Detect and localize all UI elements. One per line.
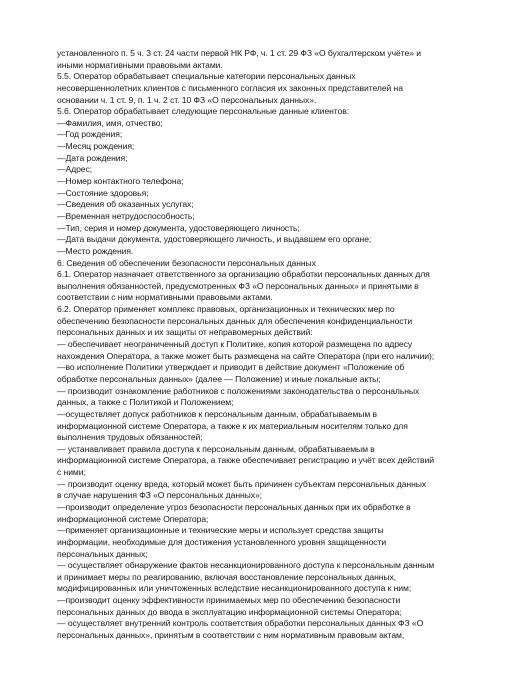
text-line: 6. Сведения об обеспечении безопасности персональных данных bbox=[57, 257, 316, 268]
text-line: информационной системе Оператора, а также обеспечивает регистрацию и учёт всех действий bbox=[57, 455, 434, 466]
text-line: —Фамилия, имя, отчество; bbox=[57, 117, 163, 128]
text-line: —осуществляет допуск работников к персональным данным, обрабатываемым в bbox=[57, 408, 377, 419]
text-line: обработке персональных данных» (далее — Положение) и иные локальные акты; bbox=[57, 373, 381, 384]
text-line: — производит ознакомление работников с положениями законодательства о персональных bbox=[57, 385, 420, 396]
text-line: — производит оценку вреда, который может быть причинен субъектам персональных данных bbox=[57, 478, 427, 489]
text-line: информации, необходимые для достижения установленного уровня защищенности bbox=[57, 536, 387, 547]
text-line: —Год рождения; bbox=[57, 129, 123, 140]
text-line: информационной системе Оператора, а также к их материальным носителям только для bbox=[57, 420, 408, 431]
text-line: с ними; bbox=[57, 467, 86, 478]
text-line: 5.5. Оператор обрабатывает специальные категории персональных данных bbox=[57, 71, 356, 82]
text-line: нахождения Оператора, а также может быть размещена на сайте Оператора (при его наличии); bbox=[57, 350, 435, 361]
text-line: —Состояние здоровья; bbox=[57, 187, 149, 198]
text-line: — устанавливает правила доступа к персональным данным, обрабатываемым в bbox=[57, 443, 375, 454]
text-line: —Дата выдачи документа, удостоверяющего личность, и выдавшем его органе; bbox=[57, 234, 372, 245]
text-line: основании ч. 1 ст. 9, п. 1 ч. 2 ст. 10 ФЗ «О персональных данных». bbox=[57, 94, 317, 105]
text-line: —Адрес; bbox=[57, 164, 93, 175]
text-line: —Дата рождения; bbox=[57, 152, 128, 163]
text-line: персональных данных», принятым в соответствии с ним нормативным правовым актам, bbox=[57, 630, 405, 641]
text-line: модифицированных или уничтоженных вследствие несанкционированного доступа к ним; bbox=[57, 583, 412, 594]
text-line: обеспечению безопасности персональных данных для обеспечения конфиденциальности bbox=[57, 315, 413, 326]
text-line: иными нормативными правовыми актами. bbox=[57, 59, 223, 70]
text-line: данных, а также с Политикой и Положением; bbox=[57, 397, 234, 408]
text-line: соответствии с ним нормативными правовыми актами. bbox=[57, 292, 273, 303]
text-line: установленного п. 5 ч. 3 ст. 24 части первой НК РФ, ч. 1 ст. 29 ФЗ «О бухгалтерском учёте» и bbox=[57, 48, 421, 58]
text-line: 5.6. Оператор обрабатывает следующие персональные данные клиентов: bbox=[57, 106, 350, 117]
document-body bbox=[57, 48, 457, 642]
text-line: —Место рождения. bbox=[57, 245, 134, 256]
text-line: —Месяц рождения; bbox=[57, 141, 135, 152]
text-line: — обеспечивает неограниченный доступ к Политике, копия которой размещена по адресу bbox=[57, 339, 413, 350]
text-line: —применяет организационные и технические меры и использует средства защиты bbox=[57, 525, 384, 536]
text-line: — осуществляет обнаружение фактов несанкционированного доступа к персональным данным bbox=[57, 560, 435, 571]
text-line: 6.1. Оператор назначает ответственного за организацию обработки персональных данных для bbox=[57, 269, 430, 280]
text-line: персональных данных и их защиты от неправомерных действий: bbox=[57, 327, 313, 338]
text-line: персональных данных; bbox=[57, 548, 148, 559]
text-line: — осуществляет внутренний контроль соответствия обработки персональных данных ФЗ «О bbox=[57, 618, 424, 629]
text-line: информационной системе Оператора; bbox=[57, 513, 209, 524]
text-line: несовершеннолетних клиентов с письменного согласия их законных представителей на bbox=[57, 82, 403, 93]
text-line: в случае нарушения ФЗ «О персональных данных»; bbox=[57, 490, 262, 501]
text-line: —производит определение угроз безопасности персональных данных при их обработке в bbox=[57, 501, 411, 512]
text-line: персональных данных до ввода в эксплуатацию информационной системы Оператора; bbox=[57, 606, 402, 617]
text-line: и принимает меры по реагированию, включая восстановление персональных данных, bbox=[57, 571, 397, 582]
text-line: 6.2. Оператор применяет комплекс правовых, организационных и технических мер по bbox=[57, 304, 395, 315]
text-line: выполнения обязанностей, предусмотренных ФЗ «О персональных данных» и принятыми в bbox=[57, 280, 419, 291]
text-line: —Сведения об оказанных услугах; bbox=[57, 199, 194, 210]
text-line: —во исполнение Политики утверждает и приводит в действие документ «Положение об bbox=[57, 362, 405, 373]
text-line: —Номер контактного телефона; bbox=[57, 176, 184, 187]
text-line: выполнения трудовых обязанностей; bbox=[57, 432, 203, 443]
text-line: —производит оценку эффективности принимаемых мер по обеспечению безопасности bbox=[57, 595, 401, 606]
text-line: —Тип, серия и номер документа, удостоверяющего личность; bbox=[57, 222, 300, 233]
text-line: —Временная нетрудоспособность; bbox=[57, 210, 195, 221]
